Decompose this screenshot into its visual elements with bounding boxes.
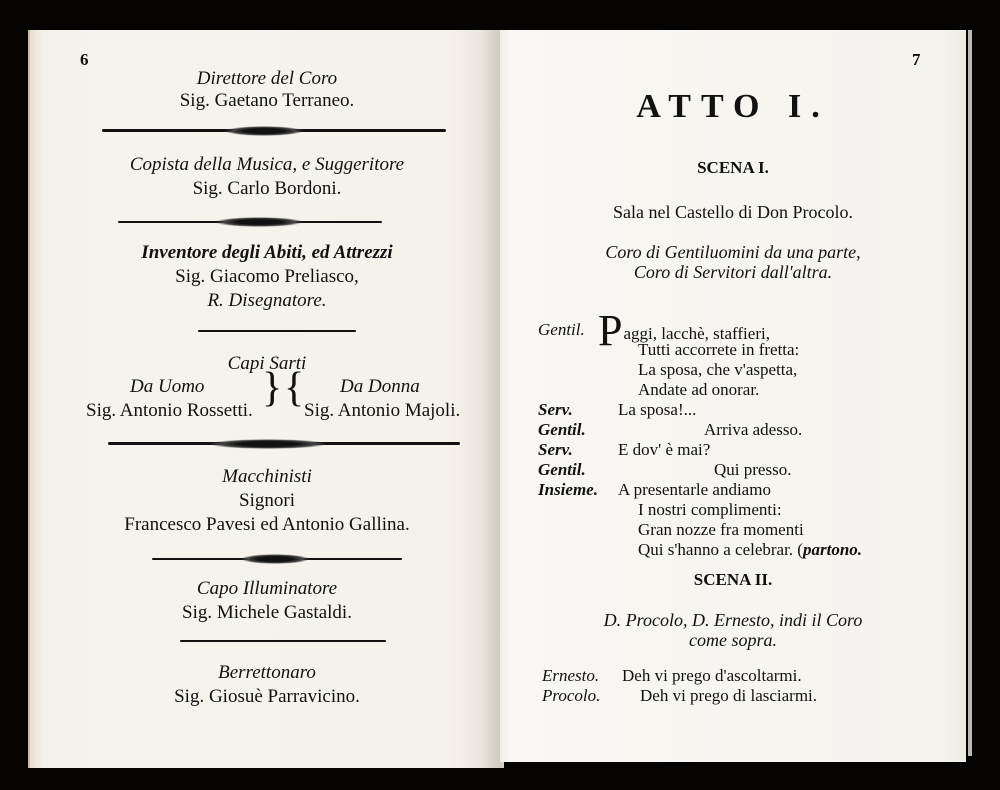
page-number: 6	[80, 50, 89, 69]
role-title: Direttore del Coro	[196, 68, 338, 89]
ornamental-divider	[198, 330, 356, 332]
person-name: Sig. Carlo Bordoni.	[192, 178, 342, 199]
scene-setting: Sala nel Castello di Don Procolo.	[613, 202, 853, 222]
ornamental-divider	[180, 640, 386, 642]
role-title: Inventore degli Abiti, ed Attrezzi	[141, 242, 393, 263]
right-brace-icon: }	[262, 365, 283, 411]
speaker-name: Gentil.	[538, 420, 586, 439]
speaker-name: Insieme.	[538, 480, 598, 499]
person-name: Francesco Pavesi ed Antonio Gallina.	[124, 514, 410, 535]
left-brace-icon: {	[284, 365, 305, 411]
verse-line: Gran nozze fra momenti	[638, 520, 804, 539]
stage-direction: come sopra.	[689, 630, 777, 650]
person-title: R. Disegnatore.	[207, 290, 327, 311]
drop-cap: P	[598, 306, 623, 355]
act-title: ATTO I.	[636, 88, 830, 125]
capi-sarti-block	[30, 365, 504, 426]
role-title: Macchinisti	[222, 466, 312, 487]
left-page	[28, 30, 504, 768]
verse-line: Andate ad onorar.	[638, 380, 760, 399]
scene-title: SCENA II.	[693, 570, 773, 589]
verse-line: Qui s'hanno a celebrar. (partono.	[638, 540, 863, 559]
verse-line: A presentarle andiamo	[618, 480, 771, 499]
verse-line: Arriva adesso.	[704, 420, 803, 439]
right-page	[500, 30, 966, 762]
page-number: 7	[912, 50, 921, 69]
speaker-name: Gentil.	[538, 460, 586, 479]
stage-exit-direction: partono.	[802, 540, 863, 559]
sub-role-uomo: Da Uomo	[130, 376, 205, 397]
scene-title: SCENA I.	[697, 158, 769, 177]
person-name: Sig. Michele Gastaldi.	[182, 602, 352, 623]
divider-ornament	[208, 439, 328, 449]
person-name: Sig. Gaetano Terraneo.	[179, 90, 355, 111]
verse-line: Qui presso.	[714, 460, 792, 479]
role-title: Copista della Musica, e Suggeritore	[129, 154, 405, 175]
speaker-name: Procolo.	[542, 686, 601, 705]
verse-line: Paggi, lacchè, staffieri,	[598, 306, 770, 355]
role-title: Capo Illuminatore	[196, 578, 338, 599]
verse-line: Tutti accorrete in fretta:	[638, 340, 800, 359]
stage-direction: Coro di Gentiluomini da una parte,	[605, 242, 861, 262]
speaker-name: Serv.	[538, 400, 573, 419]
person-name: Sig. Giacomo Preliasco,	[175, 266, 359, 287]
stage-direction: Coro di Servitori dall'altra.	[633, 262, 833, 282]
divider-ornament	[224, 126, 304, 136]
verse-line: La sposa, che v'aspetta,	[638, 360, 798, 379]
verse-line: La sposa!...	[618, 400, 697, 419]
speaker-name: Serv.	[538, 440, 573, 459]
person-name: Signori	[239, 490, 295, 511]
role-title: Capi Sarti	[227, 353, 307, 374]
speaker-name: Gentil.	[538, 320, 585, 339]
verse-line: Deh vi prego di lasciarmi.	[640, 686, 818, 705]
person-name: Sig. Giosuè Parravicino.	[174, 686, 360, 707]
divider-ornament	[240, 554, 310, 564]
stage-direction: D. Procolo, D. Ernesto, indi il Coro	[603, 610, 863, 630]
verse-line: I nostri complimenti:	[638, 500, 782, 519]
divider-ornament	[214, 217, 304, 227]
verse-line: E dov' è mai?	[618, 440, 711, 459]
page-edge	[968, 30, 972, 756]
sub-role-donna: Da Donna	[340, 376, 420, 397]
verse-line: Deh vi prego d'ascoltarmi.	[622, 666, 802, 685]
speaker-name: Ernesto.	[542, 666, 600, 685]
role-title: Berrettonaro	[218, 662, 316, 683]
person-name: Sig. Antonio Majoli.	[304, 400, 461, 421]
person-name: Sig. Antonio Rossetti.	[86, 400, 253, 421]
